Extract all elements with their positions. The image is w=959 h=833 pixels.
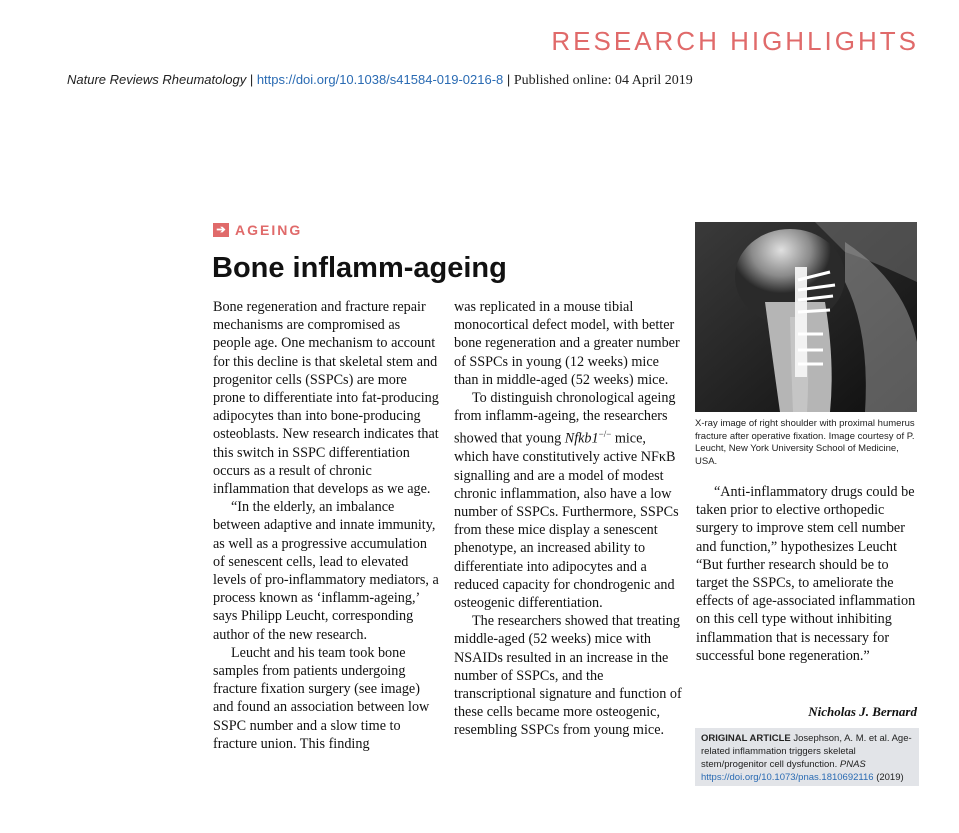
article-title: Bone inflamm-ageing (212, 252, 507, 284)
kicker-label: AGEING (235, 222, 303, 238)
original-article-label: ORIGINAL ARTICLE (701, 733, 791, 744)
separator: | (246, 72, 257, 87)
paragraph: was replicated in a mouse tibial monocortical defect model, with better bone regeneration and a greater number of SSPCs in young (12 weeks) mice than in middle-aged (52 weeks) mice. (454, 299, 680, 388)
text-run: To distinguish chronological ageing from inflamm-ageing, the researchers showed that young (454, 390, 676, 448)
separator: | (503, 72, 514, 87)
paragraph: The researchers showed that treating middle-aged (52 weeks) mice with NSAIDs resulted in an increase in the number of SSPCs, and the transcriptional signature and function of these cells became more osteogenic, resembling SSPCs from young mice. (454, 613, 682, 739)
doi-link[interactable]: https://doi.org/10.1038/s41584-019-0216-8 (256, 72, 504, 87)
paragraph (454, 389, 682, 612)
paragraph: Bone regeneration and fracture repair mechanisms are compromised as people age. One mechanism to account for this decline is that skeletal stem and progenitor cells (SSPCs) are more prone to differentiate into fat-producing adipocytes than into bone-producing osteoblasts. New research indicates that this switch in SSPC differentiation occurs as a result of chronic inflammation that develops as we age. (213, 299, 439, 498)
paragraph: Leucht and his team took bone samples from patients undergoing fracture fixation surgery (see image) and found an association between low SSPC number and a slow time to fracture union. This finding (213, 644, 430, 752)
gene-name: Nfkb1 (564, 431, 599, 448)
published-date: Published online: 04 April 2019 (513, 73, 693, 88)
author-signature: Nicholas J. Bernard (808, 704, 917, 719)
xray-illustration (695, 222, 917, 412)
journal-name: Nature Reviews Rheumatology (67, 72, 247, 87)
original-article-year: (2019) (873, 772, 904, 783)
section-title: RESEARCH HIGHLIGHTS (551, 26, 919, 56)
xray-image (695, 222, 917, 412)
image-caption: X-ray image of right shoulder with proximal humerus fracture after operative fixation. Image courtesy of P. Leucht, New York University School of Medicine, USA. (695, 418, 915, 467)
text-column-2 (454, 298, 682, 740)
gene-superscript: −/− (598, 429, 612, 440)
original-article-link[interactable]: https://doi.org/10.1073/pnas.1810692116 (701, 772, 874, 783)
text-column-3 (696, 483, 918, 665)
text-run: mice, which have constitutively active NFκB signalling and are a model of modest chronic inflammation, also have a low number of SSPCs. Furthermore, SSPCs from these mice display a senescent phenotype, an increased ability to differentiate into adipocytes and a reduced capacity for chondrogenic and osteogenic differentiation. (454, 431, 679, 611)
original-article-citation: Josephson, A. M. et al. Age-related inflammation triggers skeletal stem/progenitor cell dysfunction. (701, 733, 912, 770)
arrow-right-icon: ➔ (213, 223, 229, 237)
original-article-journal: PNAS (839, 759, 866, 770)
quote-paragraph: “Anti-inflammatory drugs could be taken prior to elective orthopedic surgery to improve stem cell number and function,” hypothesizes Leucht “But further research should be to target the SSPCs, to ameliorate the effects of age-associated inflammation on this cell type without inhibiting inflammation that is necessary for successful bone regeneration.” (696, 484, 916, 664)
text-column-1 (213, 298, 441, 753)
section-kicker (213, 222, 302, 238)
citation-line (67, 72, 693, 89)
paragraph: “In the elderly, an imbalance between adaptive and innate immunity, as well as a progressive accumulation of senescent cells, lead to elevated levels of pro-inflammatory mediators, a process known as ‘inflamm-ageing,’ says Philipp Leucht, corresponding author of the new research. (213, 499, 439, 643)
original-article-box (695, 728, 919, 786)
